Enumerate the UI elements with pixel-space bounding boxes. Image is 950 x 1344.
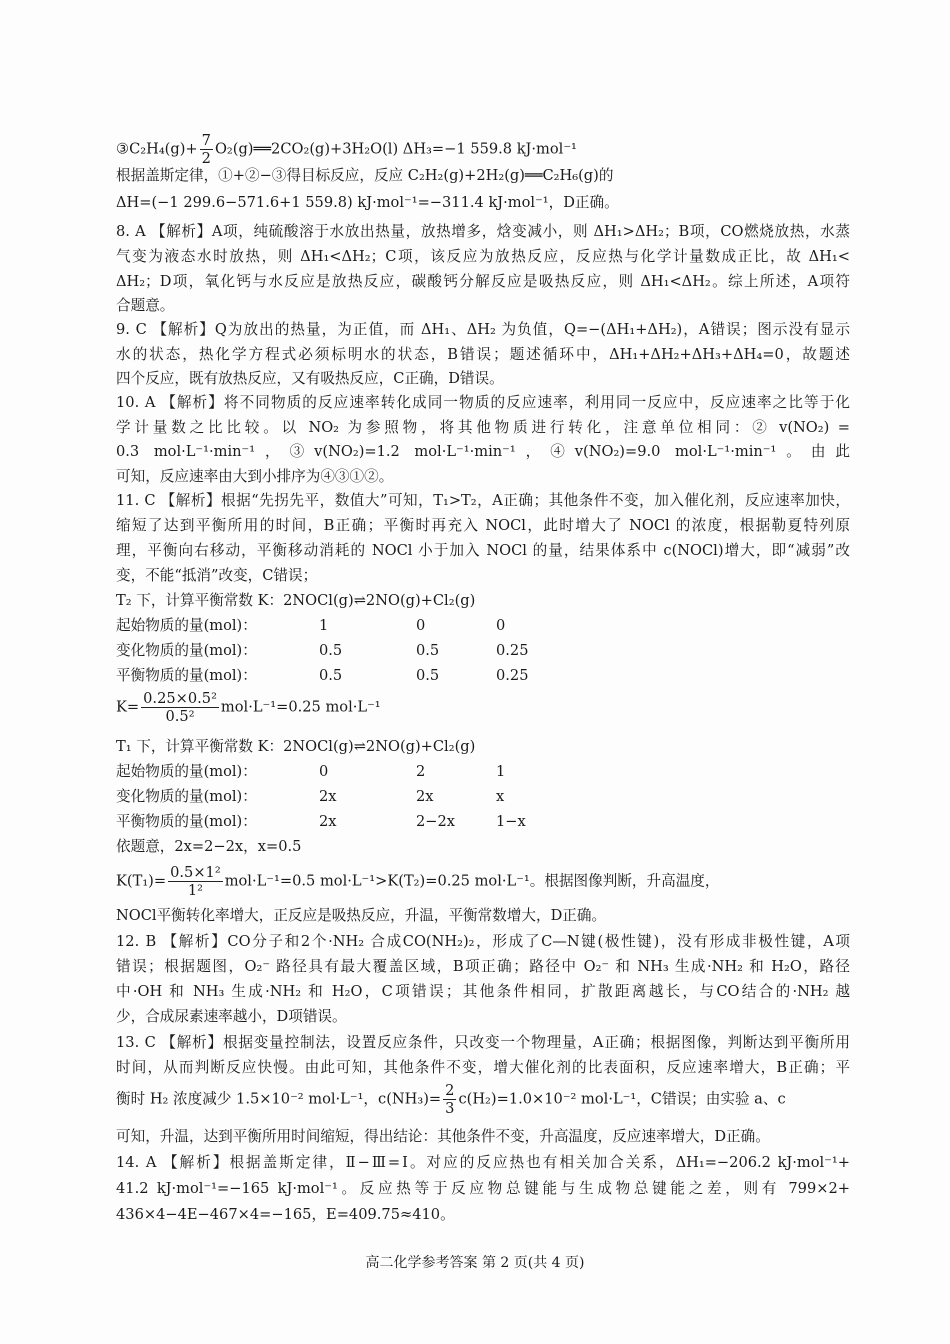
text-line: 缩短了达到平衡所用的时间，B正确；平衡时再充入 NOCl，此时增大了 NOCl 的浓度，根据勒夏特列原 <box>116 517 850 534</box>
text-line: 根据盖斯定律，①+②−③得目标反应，反应 C₂H₂(g)+2H₂(g)══C₂H₆(g)的 <box>116 167 614 184</box>
text-line: 学计量数之比比较。以 NO₂ 为参照物，将其他物质进行转化，注意单位相同：② v(NO₂) = <box>116 419 850 436</box>
table-cell: 0.5 <box>319 642 343 659</box>
numerator: 2 <box>445 1082 455 1099</box>
text-segment: c(H₂)=1.0×10⁻² mol·L⁻¹，C错误；由实验 a、c <box>458 1090 786 1108</box>
text-segment: ③C₂H₄(g)+ <box>116 140 198 158</box>
numerator: 0.25×0.5² <box>143 690 217 707</box>
text-line: 理，平衡向右移动，平衡移动消耗的 NOCl 小于加入 NOCl 的量，结果体系中 c(NOCl)增大，即“减弱”改 <box>116 542 850 559</box>
table-cell: 2x <box>319 788 337 805</box>
text-line <box>116 864 850 899</box>
table-cell: 0 <box>416 617 426 634</box>
text-line: 可知，反应速率由大到小排序为④③①②。 <box>116 468 394 485</box>
table-cell: 1−x <box>496 813 526 830</box>
text-line: 变，不能“抵消”改变，C错误； <box>116 567 318 584</box>
text-line: ΔH₂；D项，氧化钙与水反应是放热反应，碳酸钙分解反应是吸热反应，则 ΔH₁<ΔH₂。综上所述，A项符 <box>116 273 850 290</box>
text-line: 四个反应，既有放热反应，又有吸热反应，C正确，D错误。 <box>116 370 504 387</box>
table-cell: 0.5 <box>416 642 440 659</box>
numerator: 0.5×1² <box>170 864 221 881</box>
text-segment: K= <box>116 698 140 716</box>
text-line: 41.2 kJ·mol⁻¹=−165 kJ·mol⁻¹。反应热等于反应物总键能与生成物总键能之差，则有 799×2+ <box>116 1180 850 1197</box>
table-cell: 0.25 <box>496 667 529 684</box>
table-cell: 0.5 <box>319 667 343 684</box>
table-cell: 0.25 <box>496 642 529 659</box>
text-line: ΔH=(−1 299.6−571.6+1 559.8) kJ·mol⁻¹=−311.4 kJ·mol⁻¹，D正确。 <box>116 194 619 211</box>
text-line: 可知，升温，达到平衡所用时间缩短，得出结论：其他条件不变，升高温度，反应速率增大，D正确。 <box>116 1128 770 1145</box>
table-cell: 2x <box>319 813 337 830</box>
text-line: 水的状态，热化学方程式必须标明水的状态，B错误；题述循环中，ΔH₁+ΔH₂+ΔH₃+ΔH₄=0，故题述 <box>116 346 850 363</box>
fraction <box>141 690 219 725</box>
row-label: 平衡物质的量(mol)： <box>116 667 257 684</box>
fraction <box>443 1082 456 1117</box>
page-footer: 高二化学参考答案 第 2 页(共 4 页) <box>365 1255 585 1271</box>
table-cell: 2 <box>416 763 426 780</box>
table-cell: 0 <box>319 763 329 780</box>
table-cell: 2−2x <box>416 813 456 830</box>
table-cell: x <box>496 788 505 805</box>
text-line: 错误；根据题图，O₂⁻ 路径具有最大覆盖区域，B项正确；路径中 O₂⁻ 和 NH₃ 生成·NH₂ 和 H₂O，路径 <box>116 958 850 975</box>
text-line: 合题意。 <box>116 297 175 314</box>
text-line: 10. A 【解析】将不同物质的反应速率转化成同一物质的反应速率，利用同一反应中，反应速率之比等于化 <box>116 394 850 411</box>
text-line: 11. C 【解析】根据“先拐先平，数值大”可知，T₁>T₂，A正确；其他条件不变，加入催化剂，反应速率加快， <box>116 492 850 509</box>
text-line: NOCl平衡转化率增大，正反应是吸热反应，升温，平衡常数增大，D正确。 <box>116 907 607 924</box>
text-line: 8. A 【解析】A项，纯硫酸溶于水放出热量，放热增多，焓变减小，则 ΔH₁>ΔH₂；B项，CO燃烧放热，水蒸 <box>116 223 850 240</box>
text-line: 依题意，2x=2−2x，x=0.5 <box>116 838 302 855</box>
denominator: 0.5² <box>165 708 195 725</box>
text-segment: mol·L⁻¹=0.5 mol·L⁻¹>K(T₂)=0.25 mol·L⁻¹。根据图像判断，升高温度， <box>224 872 720 890</box>
numerator: 7 <box>201 132 211 149</box>
text-line <box>116 1082 850 1117</box>
text-line: 14. A 【解析】根据盖斯定律，Ⅱ−Ⅲ=Ⅰ。对应的反应热也有相关加合关系，ΔH₁=−206.2 kJ·mol⁻¹+ <box>116 1154 850 1171</box>
text-line: 0.3 mol·L⁻¹·min⁻¹，③v(NO₂)=1.2 mol·L⁻¹·min⁻¹，④v(NO₂)=9.0 mol·L⁻¹·min⁻¹。由此 <box>116 443 850 460</box>
denominator: 1² <box>187 882 203 899</box>
row-label: 变化物质的量(mol)： <box>116 642 257 659</box>
fraction <box>168 864 223 899</box>
fraction <box>200 132 213 167</box>
text-line: 9. C 【解析】Q为放出的热量，为正值，而 ΔH₁、ΔH₂ 为负值，Q=−(ΔH₁+ΔH₂)，A错误；图示没有显示 <box>116 321 850 338</box>
text-line: 少，合成尿素速率越小，D项错误。 <box>116 1008 347 1025</box>
text-line <box>116 132 850 167</box>
row-label: 起始物质的量(mol)： <box>116 763 257 780</box>
text-segment: 衡时 H₂ 浓度减少 1.5×10⁻² mol·L⁻¹，c(NH₃)= <box>116 1090 442 1108</box>
table-cell: 1 <box>496 763 506 780</box>
text-segment: K(T₁)= <box>116 872 167 890</box>
denominator: 3 <box>445 1100 455 1117</box>
text-line: 时间，从而判断反应快慢。由此可知，其他条件不变，增大催化剂的比表面积，反应速率增大，B正确；平 <box>116 1059 850 1076</box>
row-label: 变化物质的量(mol)： <box>116 788 257 805</box>
table-cell: 1 <box>319 617 329 634</box>
table-cell: 2x <box>416 788 434 805</box>
text-line: T₁ 下，计算平衡常数 K：2NOCl(g)⇌2NO(g)+Cl₂(g) <box>116 738 476 755</box>
text-line <box>116 690 850 725</box>
text-line: T₂ 下，计算平衡常数 K：2NOCl(g)⇌2NO(g)+Cl₂(g) <box>116 592 476 609</box>
text-line: 气变为液态水时放热，则 ΔH₁<ΔH₂；C项，该反应为放热反应，反应热与化学计量数成正比，故 ΔH₁< <box>116 248 850 265</box>
text-line: 中·OH 和 NH₃ 生成·NH₂ 和 H₂O，C项错误；其他条件相同，扩散距离越长，与CO结合的·NH₂ 越 <box>116 983 850 1000</box>
text-segment: mol·L⁻¹=0.25 mol·L⁻¹ <box>220 698 381 716</box>
row-label: 起始物质的量(mol)： <box>116 617 257 634</box>
row-label: 平衡物质的量(mol)： <box>116 813 257 830</box>
text-line: 12. B 【解析】CO分子和2个·NH₂ 合成CO(NH₂)₂，形成了C—N键(极性键)，没有形成非极性键，A项 <box>116 933 850 950</box>
table-cell: 0.5 <box>416 667 440 684</box>
denominator: 2 <box>201 150 211 167</box>
table-cell: 0 <box>496 617 506 634</box>
text-line: 436×4−4E−467×4=−165，E=409.75≈410。 <box>116 1206 455 1223</box>
text-segment: O₂(g)══2CO₂(g)+3H₂O(l) ΔH₃=−1 559.8 kJ·mol⁻¹ <box>214 140 577 158</box>
text-line: 13. C 【解析】根据变量控制法，设置反应条件，只改变一个物理量，A正确；根据图像，判断达到平衡所用 <box>116 1034 850 1051</box>
